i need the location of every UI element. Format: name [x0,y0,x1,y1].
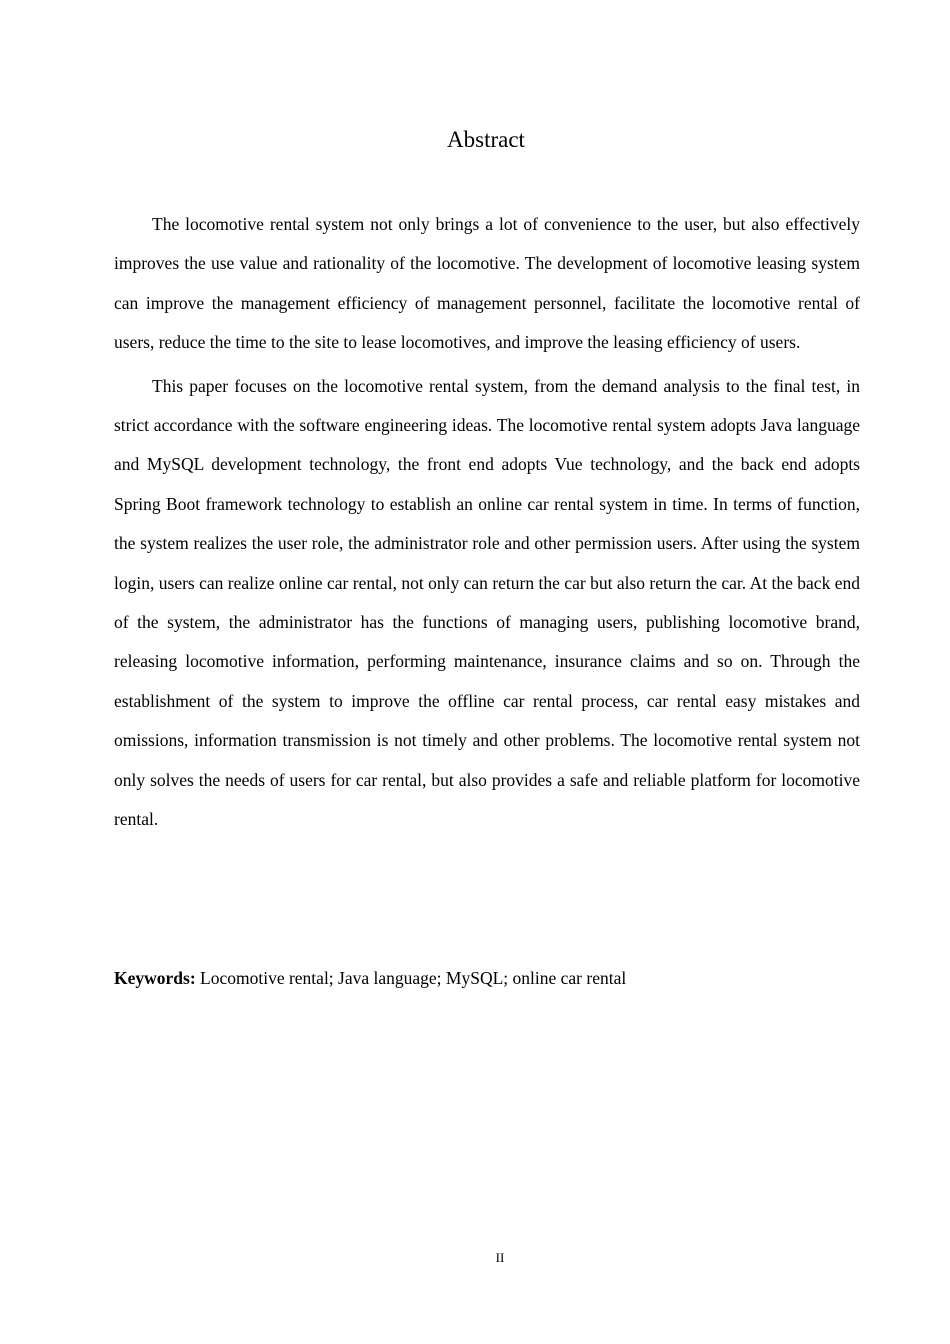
abstract-body [114,205,860,844]
abstract-paragraph-2: This paper focuses on the locomotive rental system, from the demand analysis to the final test, in strict accordance with the software engineering ideas. The locomotive rental system adopts Java language and MySQL development technology, the front end adopts Vue technology, and the back end adopts Spring Boot framework technology to establish an online car rental system in time. In terms of function, the system realizes the user role, the administrator role and other permission users. After using the system login, users can realize online car rental, not only can return the car but also return the car. At the back end of the system, the administrator has the functions of managing users, publishing locomotive brand, releasing locomotive information, performing maintenance, insurance claims and so on. Through the establishment of the system to improve the offline car rental process, car rental easy mistakes and omissions, information transmission is not timely and other problems. The locomotive rental system not only solves the needs of users for car rental, but also provides a safe and reliable platform for locomotive rental. [114,375,860,830]
page-number: II [495,1250,505,1265]
keywords-text: Locomotive rental; Java language; MySQL; online car rental [200,968,627,988]
abstract-paragraph-1: The locomotive rental system not only brings a lot of convenience to the user, but also effectively improves the use value and rationality of the locomotive. The development of locomotive leasing system can improve the management efficiency of management personnel, facilitate the locomotive rental of users, reduce the time to the site to lease locomotives, and improve the leasing efficiency of users. [114,214,860,353]
keywords-label: Keywords: [114,968,196,988]
keywords-line [114,962,860,994]
page-title: Abstract [447,127,525,152]
